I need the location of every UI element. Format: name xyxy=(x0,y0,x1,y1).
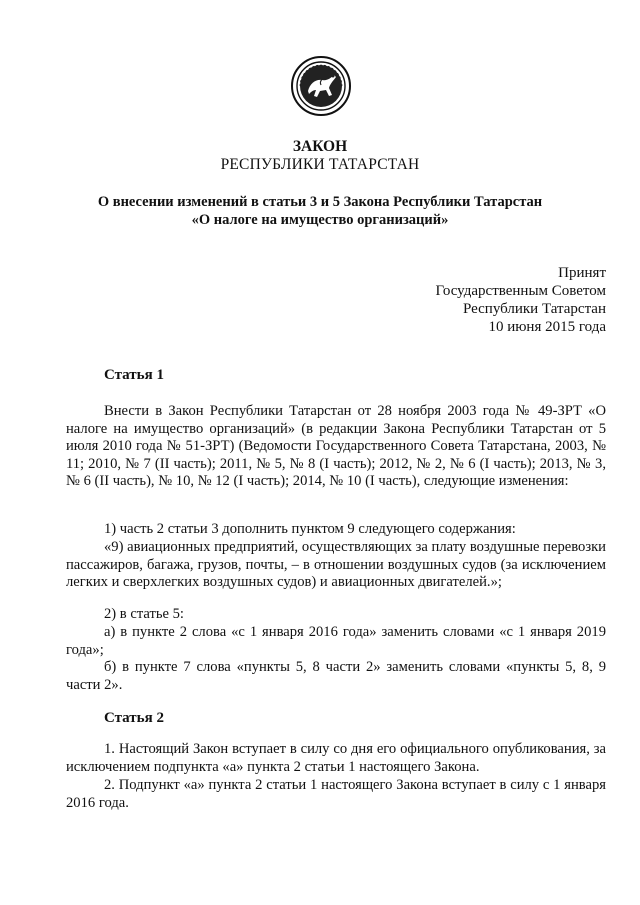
coat-of-arms-emblem xyxy=(290,55,352,117)
article-1-item-1-quote: «9) авиационных предприятий, осуществляющих за плату воздушные перевозки пассажиров, багажа, грузов, почты, – в отношении воздушных судов (за исключением легких и сверхлегких воздушных судов) и авиационных двигателей.»; xyxy=(66,539,606,590)
article-1-item-2: 2) в статье 5: xyxy=(104,606,184,622)
document-type-title: ЗАКОН xyxy=(292,138,348,155)
article-2-heading: Статья 2 xyxy=(104,710,164,726)
issuer-title: РЕСПУБЛИКИ ТАТАРСТАН xyxy=(220,156,420,173)
adopted-line-3: Республики Татарстан xyxy=(462,301,606,317)
adopted-date: 10 июня 2015 года xyxy=(488,319,606,335)
article-2-paragraph-2: 2. Подпункт «а» пункта 2 статьи 1 настоящего Закона вступает в силу с 1 января 2016 года. xyxy=(66,777,606,811)
article-1-item-1: 1) часть 2 статьи 3 дополнить пунктом 9 следующего содержания: xyxy=(104,521,516,537)
article-1-item-2a: а) в пункте 2 слова «с 1 января 2016 года» заменить словами «с 1 января 2019 года»; xyxy=(66,624,606,658)
article-2-paragraph-1: 1. Настоящий Закон вступает в силу со дня его официального опубликования, за исключением подпункта «а» пункта 2 статьи 1 настоящего Закона. xyxy=(66,741,606,775)
article-1-intro: Внести в Закон Республики Татарстан от 28 ноября 2003 года № 49-ЗРТ «О налоге на имущество организаций» (в редакции Закона Республики Татарстан от 5 июля 2010 года № 51-ЗРТ) (Ведомости Государственного Совета Татарстана, 2003, № 11; 2010, № 7 (II часть); 2011, № 5, № 8 (I часть); 2012, № 2, № 6 (I часть); 2013, № 3, № 6 (II часть), № 10, № 12 (I часть); 2014, № 10 (I часть), следующие изменения: xyxy=(66,403,606,489)
adoption-block xyxy=(436,264,607,336)
adopted-line-1: Принят xyxy=(558,265,606,281)
subject-line-1: О внесении изменений в статьи 3 и 5 Закона Республики Татарстан xyxy=(97,194,543,210)
article-1-item-2b: б) в пункте 7 слова «пункты 5, 8 части 2» заменить словами «пункты 5, 8, 9 части 2». xyxy=(66,659,606,693)
adopted-line-2: Государственным Советом xyxy=(435,283,606,299)
law-subject-title xyxy=(0,193,640,229)
subject-line-2: «О налоге на имущество организаций» xyxy=(191,212,449,228)
article-1-heading: Статья 1 xyxy=(104,367,164,383)
